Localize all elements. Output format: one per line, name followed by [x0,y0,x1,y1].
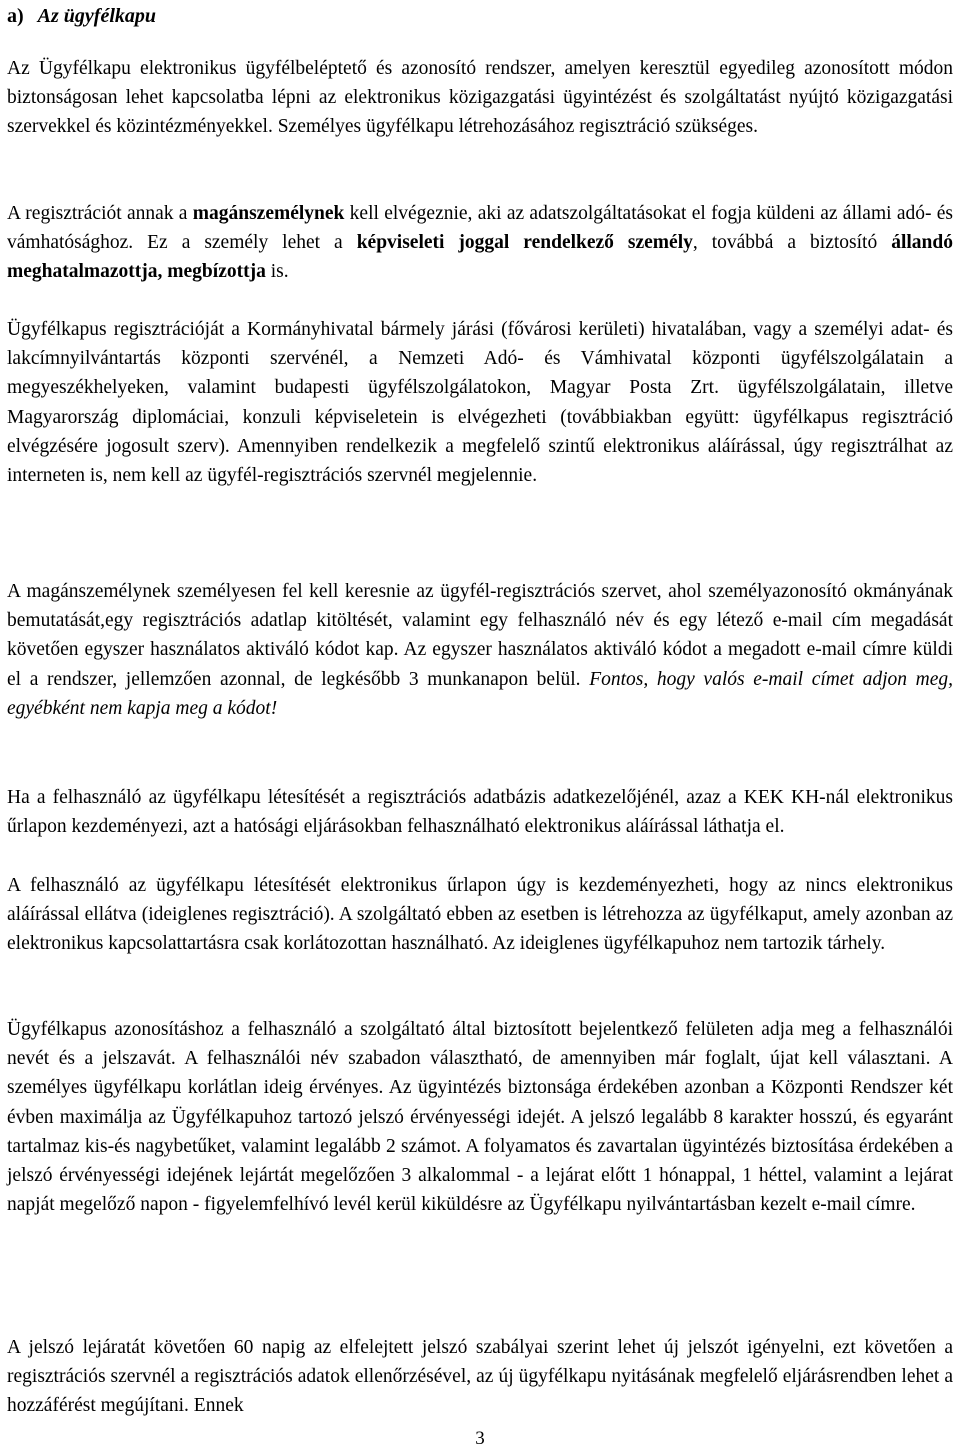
text-run: A regisztrációt annak a [7,203,193,224]
text-run: A jelszó lejáratát követően 60 napig az elfelejtett jelszó szabályai szerint lehet új jelszót igényelni, ezt követően a regisztrációs szervnél a regisztrációs adatok ellenőrzésével, az új ügyfélkapu nyitásának megfelelő eljárásrendben lehet a hozzáférést megújítani. Ennek [7,1337,953,1417]
bold-text: állandó meghatalmazottja, megbízottja [7,232,953,283]
text-run: A felhasználó az ügyfélkapu létesítését elektronikus űrlapon úgy is kezdeményezheti, hogy az nincs elektronikus aláírással ellátva (ideiglenes regisztráció). A szolgáltató ebben az esetben is létrehozza az ügyfélkaput, amely azonban az elektronikus kapcsolattartásra csak korlátozottan használható. Az ideiglenes ügyfélkapuhoz nem tartozik tárhely. [7,875,953,955]
paragraph-registration-who [7,199,953,287]
bold-text: magánszemélynek [192,203,345,224]
paragraph-registration-where [7,315,953,490]
page-number: 3 [475,1428,485,1449]
text-run: Ha a felhasználó az ügyfélkapu létesítését a regisztrációs adatbázis adatkezelőjénél, azaz a KEK KH-nál elektronikus űrlapon kezdeményezi, azt a hatósági eljárásokban felhasználható elektronikus aláírással láthatja el. [7,787,953,838]
paragraph-password-expiry [7,1333,953,1421]
paragraph-activation-code [7,577,953,723]
section-heading-title: Az ügyfélkapu [37,5,157,27]
paragraph-authentication [7,1015,953,1219]
text-run: Ügyfélkapus azonosításhoz a felhasználó a szolgáltató által biztosított bejelentkező felületen adja meg a felhasználói nevét és a jelszavát. A felhasználói név szabadon választható, de amennyiben már foglalt, újat kell választani. A személyes ügyfélkapu korlátlan ideig érvényes. Az ügyintézés biztonsága érdekében azonban a Központi Rendszer két évben maximálja az Ügyfélkapuhoz tartozó jelszó érvényességi idejét. A jelszó legalább 8 karakter hosszú, és egyaránt tartalmaz kis-és nagybetűket, valamint legalább 2 számot. A folyamatos és zavartalan ügyintézés biztosítása érdekében a jelszó érvényességi idejének lejártát megelőzően 3 alkalommal - a lejárat előtt 1 hónappal, 1 héttel, valamint a lejárat napját megelőző napon - figyelemfelhívó levél kerül kiküldésre az Ügyfélkapu nyilvántartásban kezelt e-mail címre. [7,1019,953,1216]
text-run: is. [265,261,289,283]
text-run: Az Ügyfélkapu elektronikus ügyfélbeléptető és azonosító rendszer, amelyen keresztül egyedileg azonosított módon biztonságosan lehet kapcsolatba lépni az elektronikus közigazgatási ügyintézést és szolgáltatást nyújtó közigazgatási szervekkel és közintézményekkel. Személyes ügyfélkapu létrehozásához regisztráció szükséges. [7,58,953,138]
paragraph-intro [7,54,953,142]
bold-text: képviseleti joggal rendelkező személy [356,232,693,254]
section-heading [7,3,156,29]
text-run: kell elvégeznie, aki az adatszolgáltatásokat el fogja küldeni az állami adó- és vámhatósághoz. Ez a személy lehet a [7,203,953,254]
italic-text: Fontos, hogy valós e-mail címet adjon meg, egyébként nem kapja meg a kódot! [7,668,953,719]
paragraph-temporary-registration [7,871,953,959]
paragraph-electronic-form [7,783,953,841]
text-run: Ügyfélkapus regisztrációját a Kormányhivatal bármely járási (fővárosi kerületi) hivatalában, vagy a személyi adat- és lakcímnyilvántartás központi szervénél, a Nemzeti Adó- és Vámhivatal központi ügyfélszolgálatain a megyeszékhelyeken, valamint budapesti ügyfélszolgálatokon, Magyar Posta Zrt. ügyfélszolgálatain, illetve Magyarország diplomáciai, konzuli képviseletein is elvégezheti (továbbiakban együtt: ügyfélkapus regisztráció elvégzésére jogosult szerv). Amennyiben rendelkezik a megfelelő szintű elektronikus aláírással, úgy regisztrálhat az interneten is, nem kell az ügyfél-regisztrációs szervnél megjelennie. [7,319,953,487]
text-run: , továbbá a biztosító [692,232,892,254]
text-run: A magánszemélynek személyesen fel kell keresnie az ügyfél-regisztrációs szervet, ahol személyazonosító okmányának bemutatását,egy regisztrációs adatlap kitöltését, valamint egy felhasználó név és egy létező e-mail cím megadását követően egyszer használatos aktiváló kódot kap. Az egyszer használatos aktiváló kódot a megadott e-mail címre küldi el a rendszer, jellemzően azonnal, de legkésőbb 3 munkanapon belül. [7,581,953,690]
section-heading-label: a) [7,5,24,27]
